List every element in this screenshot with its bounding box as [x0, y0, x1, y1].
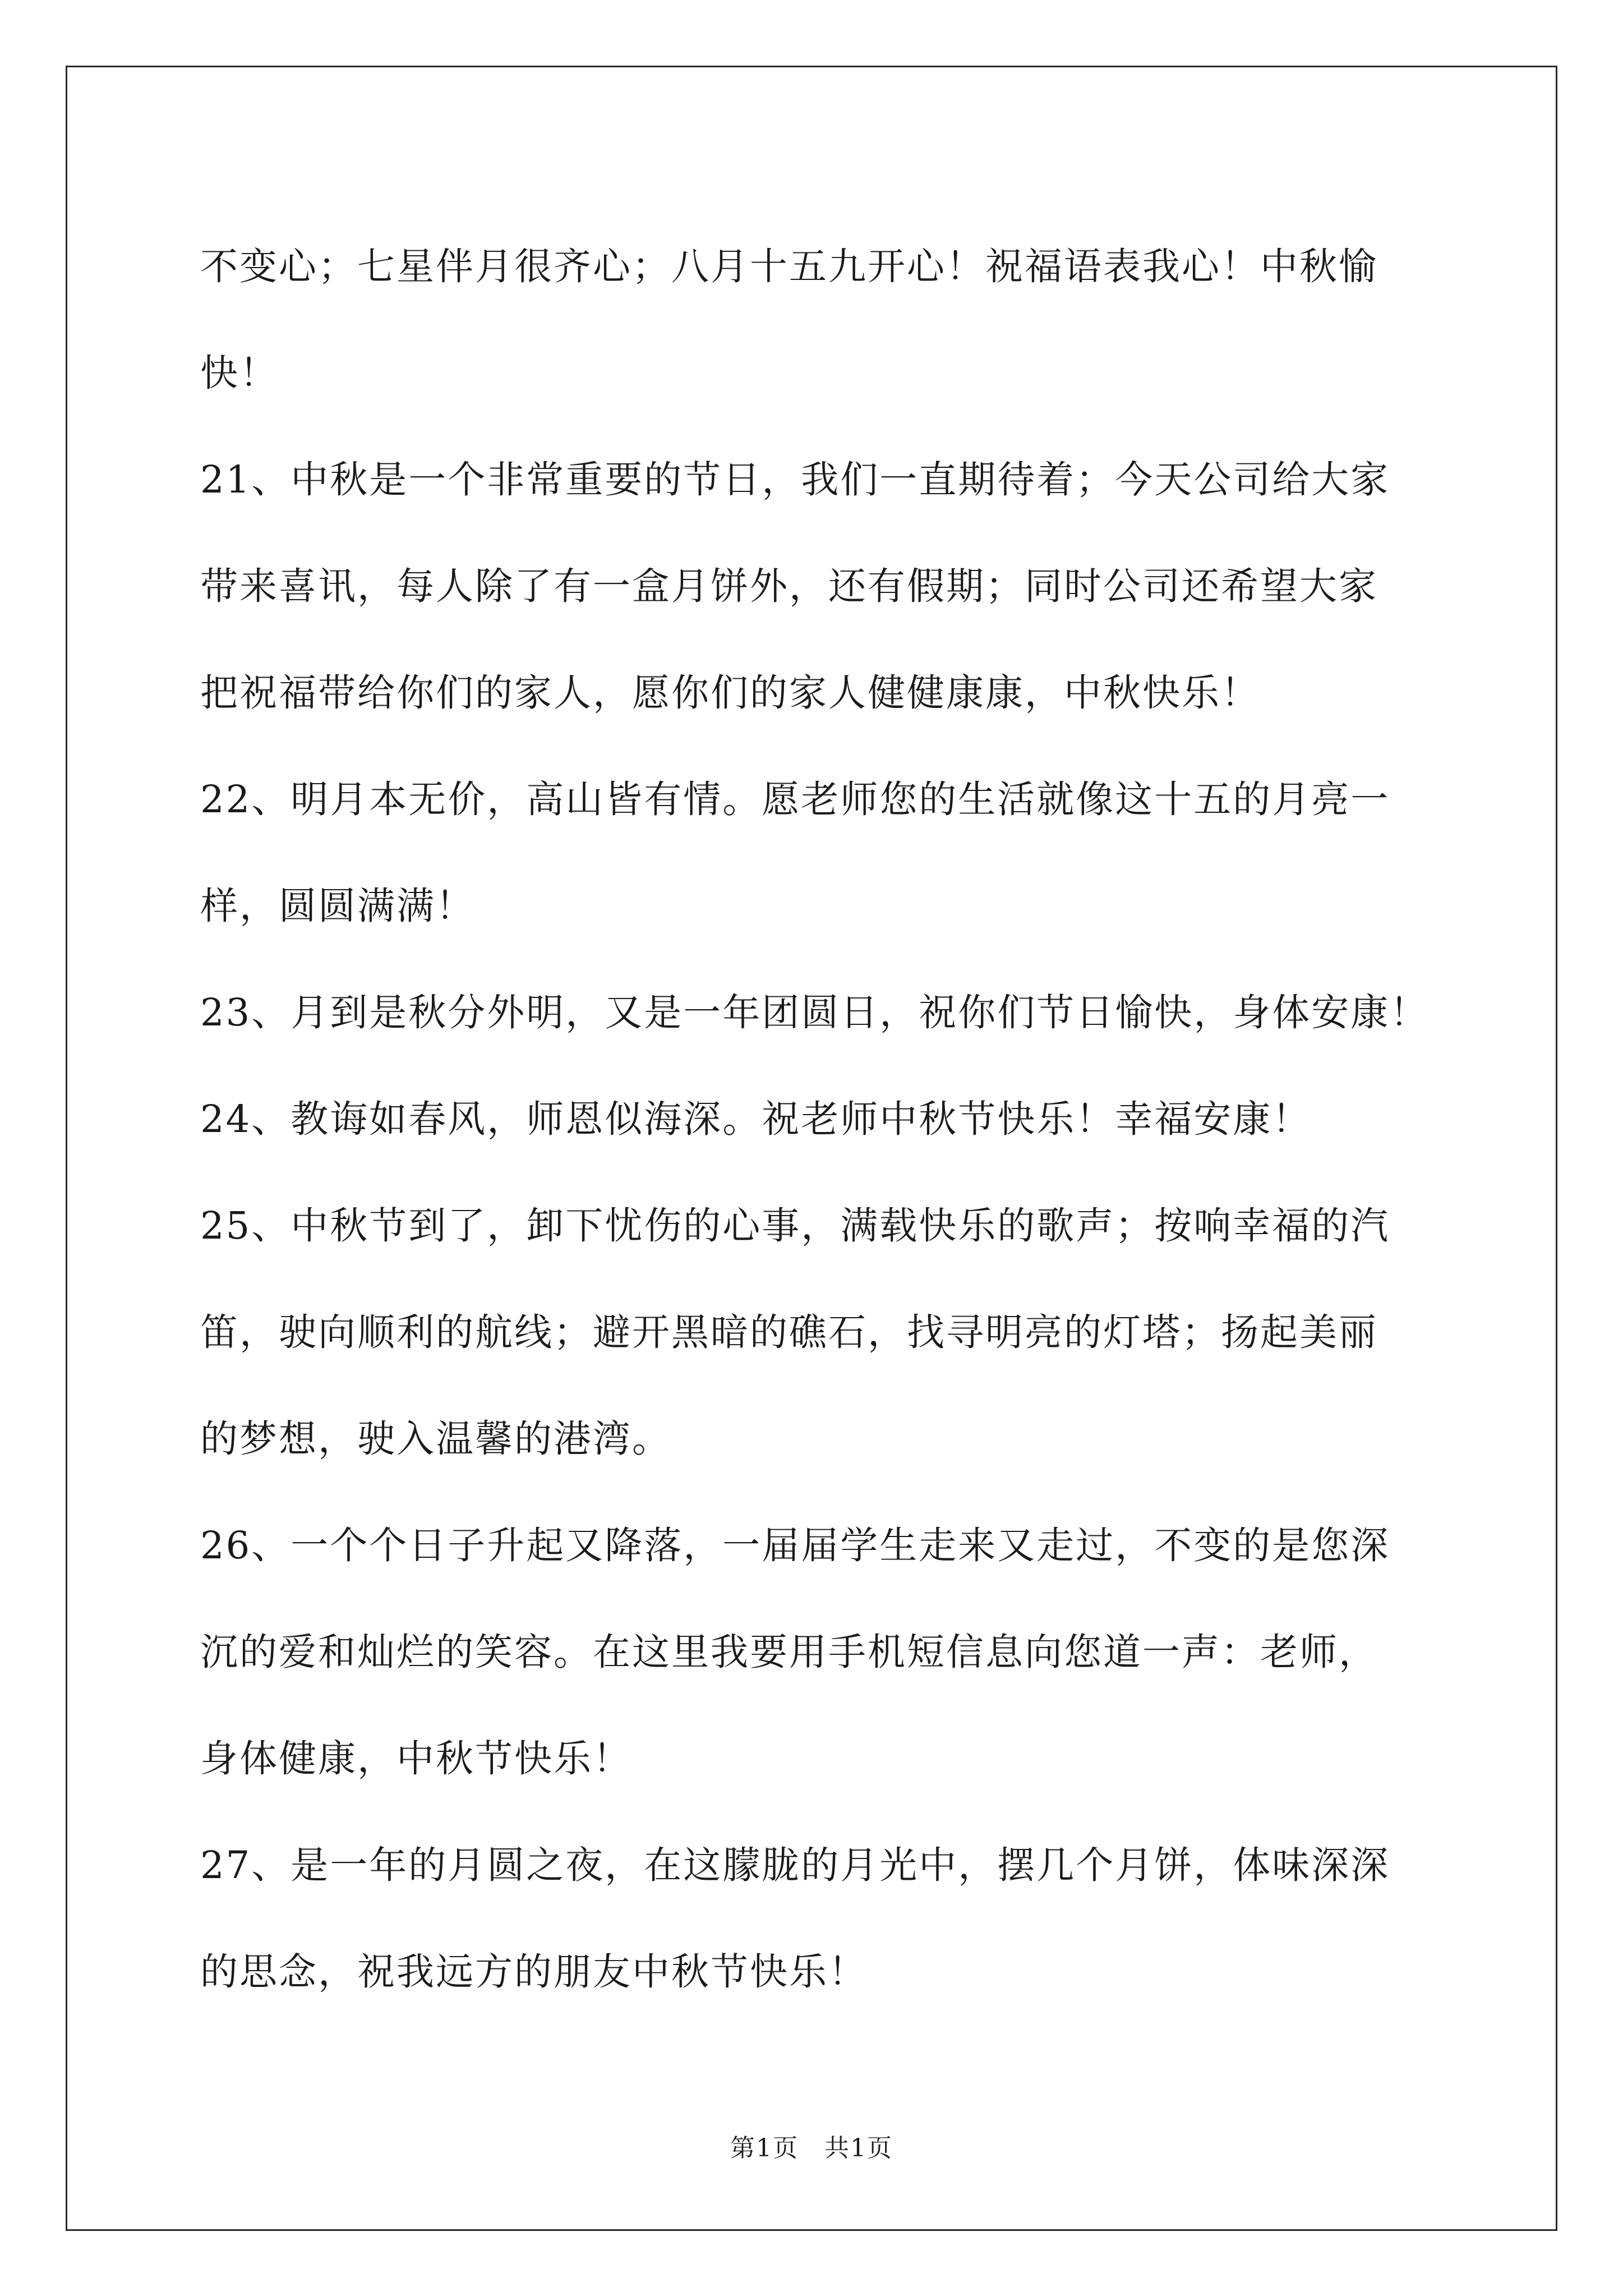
text-line: 笛，驶向顺利的航线；避开黑暗的礁石，找寻明亮的灯塔；扬起美丽: [200, 1310, 1378, 1354]
text-line: 21、中秋是一个非常重要的节日，我们一直期待着；今天公司给大家: [200, 458, 1390, 501]
text-line: 的思念，祝我远方的朋友中秋节快乐！: [200, 1950, 868, 1994]
text-line: 22、明月本无价，高山皆有情。愿老师您的生活就像这十五的月亮一: [200, 777, 1390, 821]
text-line: 25、中秋节到了，卸下忧伤的心事，满载快乐的歌声；按响幸福的汽: [200, 1204, 1390, 1248]
text-line: 的梦想，驶入温馨的港湾。: [200, 1417, 671, 1461]
text-line: 23、月到是秋分外明，又是一年团圆日，祝你们节日愉快，身体安康！: [200, 991, 1430, 1034]
page-number-footer: 第1页 共1页: [730, 2134, 893, 2162]
text-line: 身体健康，中秋节快乐！: [200, 1737, 632, 1780]
document-body: [200, 213, 1462, 2025]
text-line: 27、是一年的月圆之夜，在这朦胧的月光中，摆几个月饼，体味深深: [200, 1843, 1390, 1887]
text-line: 26、一个个日子升起又降落，一届届学生走来又走过，不变的是您深: [200, 1524, 1390, 1567]
text-line: 把祝福带给你们的家人，愿你们的家人健健康康，中秋快乐！: [200, 671, 1260, 715]
text-line: 样，圆圆满满！: [200, 884, 475, 928]
text-line: 带来喜讯，每人除了有一盒月饼外，还有假期；同时公司还希望大家: [200, 564, 1378, 608]
text-line: 快！: [200, 351, 279, 395]
text-line: 沉的爱和灿烂的笑容。在这里我要用手机短信息向您道一声：老师，: [200, 1630, 1378, 1674]
text-line: 24、教诲如春风，师恩似海深。祝老师中秋节快乐！幸福安康！: [200, 1097, 1312, 1141]
text-line: 不变心；七星伴月很齐心；八月十五九开心！祝福语表我心！中秋愉: [200, 245, 1378, 288]
